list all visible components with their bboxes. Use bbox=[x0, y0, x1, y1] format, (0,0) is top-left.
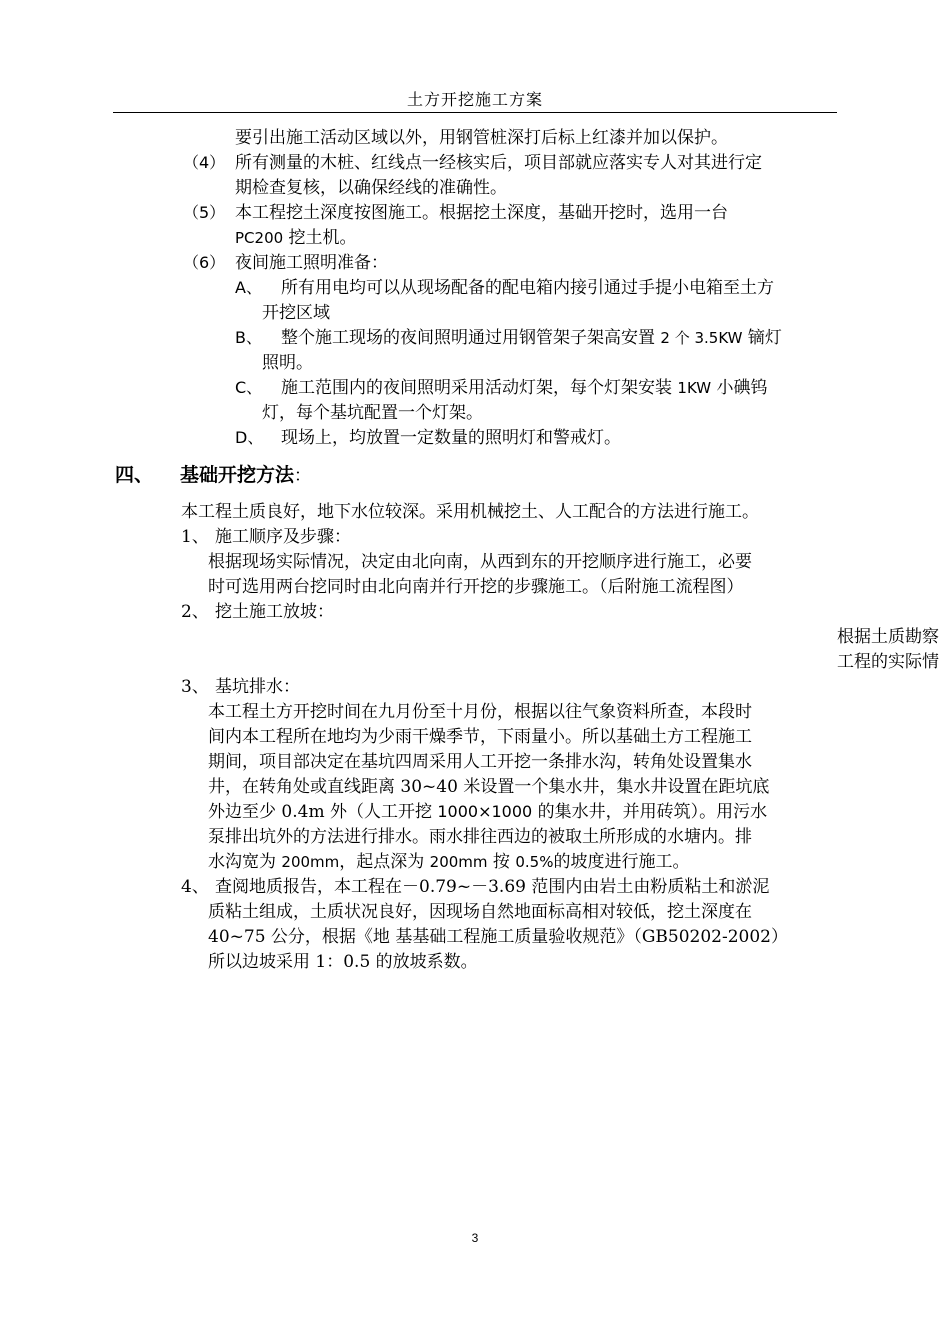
item-4-number: （4） bbox=[183, 153, 226, 172]
header-rule bbox=[113, 112, 837, 113]
sub-c-line1-end: 小碘钨 bbox=[711, 378, 768, 398]
p2-overflow-line2: 工程的实际情 bbox=[837, 652, 939, 672]
sub-c-line2: 灯，每个基坑配置一个灯架。 bbox=[262, 403, 483, 423]
item-3-continuation: 要引出施工活动区域以外，用钢管桩深打后标上红漆并加以保护。 bbox=[235, 128, 728, 148]
section-4-title-text: 基础开挖方法 bbox=[180, 464, 295, 486]
p1-number: 1、 bbox=[181, 527, 209, 547]
p3-line7-e: 按 bbox=[487, 852, 516, 872]
p3-line5 bbox=[208, 804, 767, 821]
p2-number: 2、 bbox=[181, 602, 209, 622]
item-5-model: PC200 bbox=[235, 229, 284, 247]
p3-line1: 本工程土方开挖时间在九月份至十月份，根据以往气象资料所查，本段时 bbox=[208, 702, 752, 722]
p2-title: 挖土施工放坡： bbox=[215, 602, 334, 622]
p3-line3: 期间，项目部决定在基坑四周采用人工开挖一条排水沟，转角处设置集水 bbox=[208, 752, 752, 772]
section-4-intro: 本工程土质良好，地下水位较深。采用机械挖土、人工配合的方法进行施工。 bbox=[181, 502, 759, 522]
p3-number: 3、 bbox=[181, 677, 209, 697]
p3-line7 bbox=[208, 854, 689, 871]
p2-overflow-line1: 根据土质勘察 bbox=[837, 627, 939, 647]
item-5-number: （5） bbox=[183, 203, 226, 222]
p1-title: 施工顺序及步骤： bbox=[215, 527, 351, 547]
page-header-title: 土方开挖施工方案 bbox=[406, 90, 543, 109]
sub-b-label: B、 bbox=[235, 328, 262, 347]
sub-a-label: A、 bbox=[235, 278, 262, 297]
p4-line1: 查阅地质报告，本工程在－0.79~－3.69 范围内由岩土由粉质粘土和淤泥 bbox=[215, 877, 770, 897]
p3-pit-size: 1000×1000 bbox=[437, 802, 533, 821]
p3-title: 基坑排水： bbox=[215, 677, 300, 697]
p4-line2: 质粘土组成，土质状况良好，因现场自然地面标高相对较低，挖土深度在 bbox=[208, 902, 752, 922]
item-4-line2: 期检查复核，以确保经线的准确性。 bbox=[235, 178, 507, 198]
section-4-number: 四、 bbox=[115, 464, 154, 486]
item-5-line2 bbox=[235, 230, 357, 247]
item-6-title: 夜间施工照明准备： bbox=[235, 253, 388, 273]
sub-c-line1 bbox=[281, 380, 768, 397]
p3-line5-start: 外边至少 0.4m 外（人工开挖 bbox=[208, 802, 438, 822]
sub-a-line1: 所有用电均可以从现场配备的配电箱内接引通过手提小电箱至土方 bbox=[281, 278, 774, 298]
sub-d-line1: 现场上，均放置一定数量的照明灯和警戒灯。 bbox=[281, 428, 621, 448]
item-6-number: （6） bbox=[183, 253, 226, 272]
sub-c-label: C、 bbox=[235, 378, 263, 397]
page-number: 3 bbox=[471, 1231, 479, 1245]
sub-a-line2: 开挖区域 bbox=[262, 303, 330, 323]
sub-c-lamp-spec: 1KW bbox=[677, 379, 712, 397]
p3-start-depth: 200mm bbox=[429, 853, 488, 871]
p3-ditch-width: 200mm bbox=[281, 853, 340, 871]
sub-c-line1-text: 施工范围内的夜间照明采用活动灯架，每个灯架安装 bbox=[281, 378, 678, 398]
p3-line7-a: 水沟宽为 bbox=[208, 852, 282, 872]
section-4-title bbox=[180, 466, 311, 485]
p1-line2: 时可选用两台挖同时由北向南并行开挖的步骤施工。（后附施工流程图） bbox=[208, 577, 744, 597]
p3-line6: 泵排出坑外的方法进行排水。雨水排往西边的被取土所形成的水塘内。排 bbox=[208, 827, 752, 847]
p4-number: 4、 bbox=[181, 877, 209, 897]
p4-line4: 所以边坡采用 1：0.5 的放坡系数。 bbox=[208, 952, 478, 972]
sub-b-lamp-spec: 2 个 3.5KW bbox=[660, 329, 743, 347]
p3-line2: 间内本工程所在地均为少雨干燥季节，下雨量小。所以基础土方工程施工 bbox=[208, 727, 752, 747]
sub-b-line1-end: 镝灯 bbox=[742, 328, 782, 348]
p4-line3: 40~75 公分，根据《地 基基础工程施工质量验收规范》（GB50202-2002） bbox=[208, 927, 788, 947]
p3-line7-g: 的坡度进行施工。 bbox=[553, 852, 690, 872]
item-4-line1: 所有测量的木桩、红线点一经核实后，项目部就应落实专人对其进行定 bbox=[235, 153, 762, 173]
sub-b-line2: 照明。 bbox=[262, 353, 313, 373]
item-5-line2-text: 挖土机。 bbox=[283, 228, 357, 248]
item-5-line1: 本工程挖土深度按图施工。根据挖土深度，基础开挖时，选用一台 bbox=[235, 203, 728, 223]
section-4-title-colon: ： bbox=[294, 466, 312, 486]
sub-b-line1-text: 整个施工现场的夜间照明通过用钢管架子架高安置 bbox=[281, 328, 661, 348]
p3-line4: 井，在转角处或直线距离 30~40 米设置一个集水井，集水井设置在距坑底 bbox=[208, 777, 770, 797]
p3-slope: 0.5% bbox=[515, 853, 554, 871]
p1-line1: 根据现场实际情况，决定由北向南，从西到东的开挖顺序进行施工，必要 bbox=[208, 552, 752, 572]
sub-d-label: D、 bbox=[235, 428, 264, 447]
sub-b-line1 bbox=[281, 330, 782, 347]
p3-line7-c: ，起点深为 bbox=[339, 852, 430, 872]
p3-line5-end: 的集水井，并用砖筑）。用污水 bbox=[532, 802, 768, 822]
